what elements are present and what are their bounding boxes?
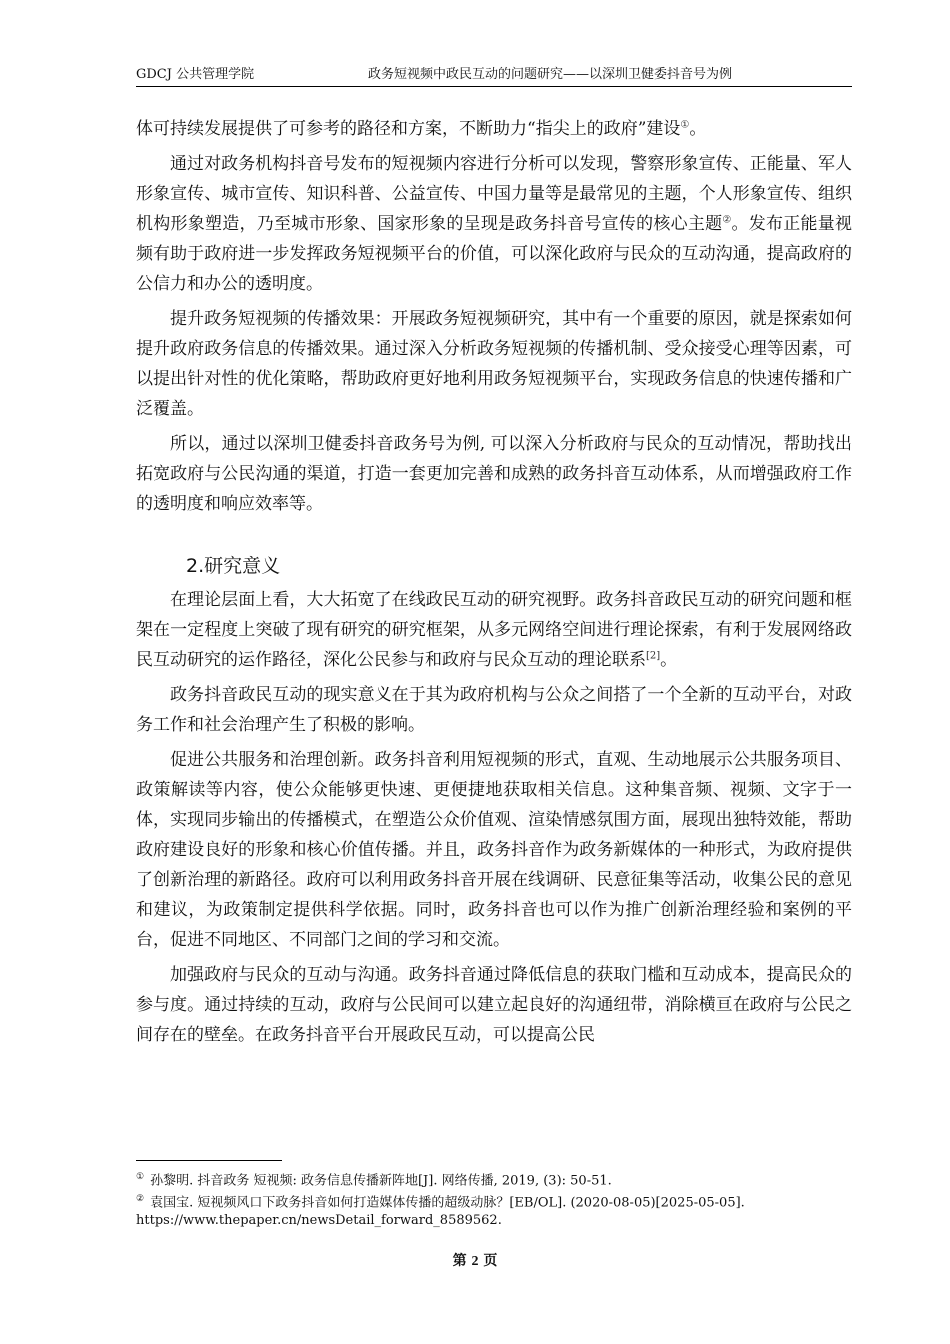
paragraph-8-text: 加强政府与民众的互动与沟通。政务抖音通过降低信息的获取门槛和互动成本，提高民众的参与度。通过持续的互动，政府与公民间可以建立起良好的沟通纽带，消除横亘在政府与公民之间存在的壁垒。在政务抖音平台开展政民互动，可以提高公民 (136, 965, 852, 1045)
header-paper-title: 政务短视频中政民互动的问题研究——以深圳卫健委抖音号为例 (368, 67, 733, 82)
paragraph-2 (136, 149, 852, 299)
paragraph-8 (136, 960, 852, 1050)
paragraph-3-text: 提升政务短视频的传播效果：开展政务短视频研究，其中有一个重要的原因，就是探索如何提升政府政务信息的传播效果。通过深入分析政务短视频的传播机制、受众接受心理等因素，可以提出针对性的优化策略，帮助政府更好地利用政务短视频平台，实现政务信息的快速传播和广泛覆盖。 (136, 309, 852, 419)
page-footer (0, 1250, 950, 1270)
footnote-ref-1: ① (680, 119, 690, 131)
paragraph-3 (136, 304, 852, 424)
paragraph-4-text: 所以，通过以深圳卫健委抖音政务号为例, 可以深入分析政府与民众的互动情况，帮助找出拓宽政府与公民沟通的渠道，打造一套更加完善和成熟的政务抖音互动体系，从而增强政府工作的透明度和响应效率等。 (136, 434, 852, 514)
footnote-ref-2: ② (722, 214, 732, 226)
paragraph-7 (136, 745, 852, 955)
paragraph-6 (136, 680, 852, 740)
paragraph-6-text: 政务抖音政民互动的现实意义在于其为政府机构与公众之间搭了一个全新的互动平台，对政务工作和社会治理产生了积极的影响。 (136, 685, 852, 735)
paragraph-2-text: 通过对政务机构抖音号发布的短视频内容进行分析可以发现，警察形象宣传、正能量、军人形象宣传、城市宣传、知识科普、公益宣传、中国力量等是最常见的主题，个人形象宣传、组织机构形象塑造，乃至城市形象、国家形象的呈现是政务抖音号宣传的核心主题 (136, 154, 852, 234)
paragraph-5-text: 在理论层面上看，大大拓宽了在线政民互动的研究视野。政务抖音政民互动的研究问题和框架在一定程度上突破了现有研究的研究框架，从多元网络空间进行理论探索，有利于发展网络政民互动研究的运作路径，深化公民参与和政府与民众互动的理论联系 (136, 590, 852, 670)
paragraph-5-end: 。 (660, 650, 678, 670)
footnote-2 (136, 1190, 852, 1230)
paragraph-1-text: 体可持续发展提供了可参考的路径和方案，不断助力“指尖上的政府”建设 (136, 119, 681, 139)
footnote-1-text: 孙黎明. 抖音政务 短视频: 政务信息传播新阵地[J]. 网络传播, 2019, (3): 50-51. (150, 1173, 612, 1189)
body-text (136, 114, 852, 1055)
paragraph-1 (136, 114, 852, 144)
paragraph-7-text: 促进公共服务和治理创新。政务抖音利用短视频的形式，直观、生动地展示公共服务项目、政策解读等内容，使公众能够更快速、更便捷地获取相关信息。这种集音频、视频、文字于一体，实现同步输出的传播模式，在塑造公众价值观、渲染情感氛围方面，展现出独特效能，帮助政府建设良好的形象和核心价值传播。并且，政务抖音作为政务新媒体的一种形式，为政府提供了创新治理的新路径。政府可以利用政务抖音开展在线调研、民意征集等活动，收集公民的意见和建议，为政策制定提供科学依据。同时，政务抖音也可以作为推广创新治理经验和案例的平台，促进不同地区、不同部门之间的学习和交流。 (136, 750, 852, 950)
section-heading: 2.研究意义 (186, 555, 281, 577)
footnote-1-mark: ① (136, 1172, 145, 1182)
footnote-2-mark: ② (136, 1194, 145, 1204)
citation-ref-2: [2] (646, 650, 661, 662)
paragraph-1-end: 。 (689, 119, 707, 139)
paragraph-5 (136, 585, 852, 675)
paragraph-2-end: 。发布正能量视频有助于政府进一步发挥政务短视频平台的价值，可以深化政府与民众的互动沟通，提高政府的公信力和办公的透明度。 (136, 214, 853, 294)
page-number: 2 (471, 1254, 479, 1269)
footer-suffix: 页 (483, 1253, 498, 1269)
footnote-divider (136, 1160, 282, 1161)
paragraph-4 (136, 429, 852, 519)
footer-prefix: 第 (452, 1253, 467, 1269)
footnote-2-text: 袁国宝. 短视频风口下政务抖音如何打造媒体传播的超级动脉？[EB/OL]. (2020-08-05)[2025-05-05]. https://www.thepaper.cn/newsDetail_forward_8589562. (136, 1195, 745, 1229)
header-institution: GDCJ 公共管理学院 (136, 67, 255, 82)
running-header (136, 64, 852, 87)
footnote-1 (136, 1168, 852, 1190)
